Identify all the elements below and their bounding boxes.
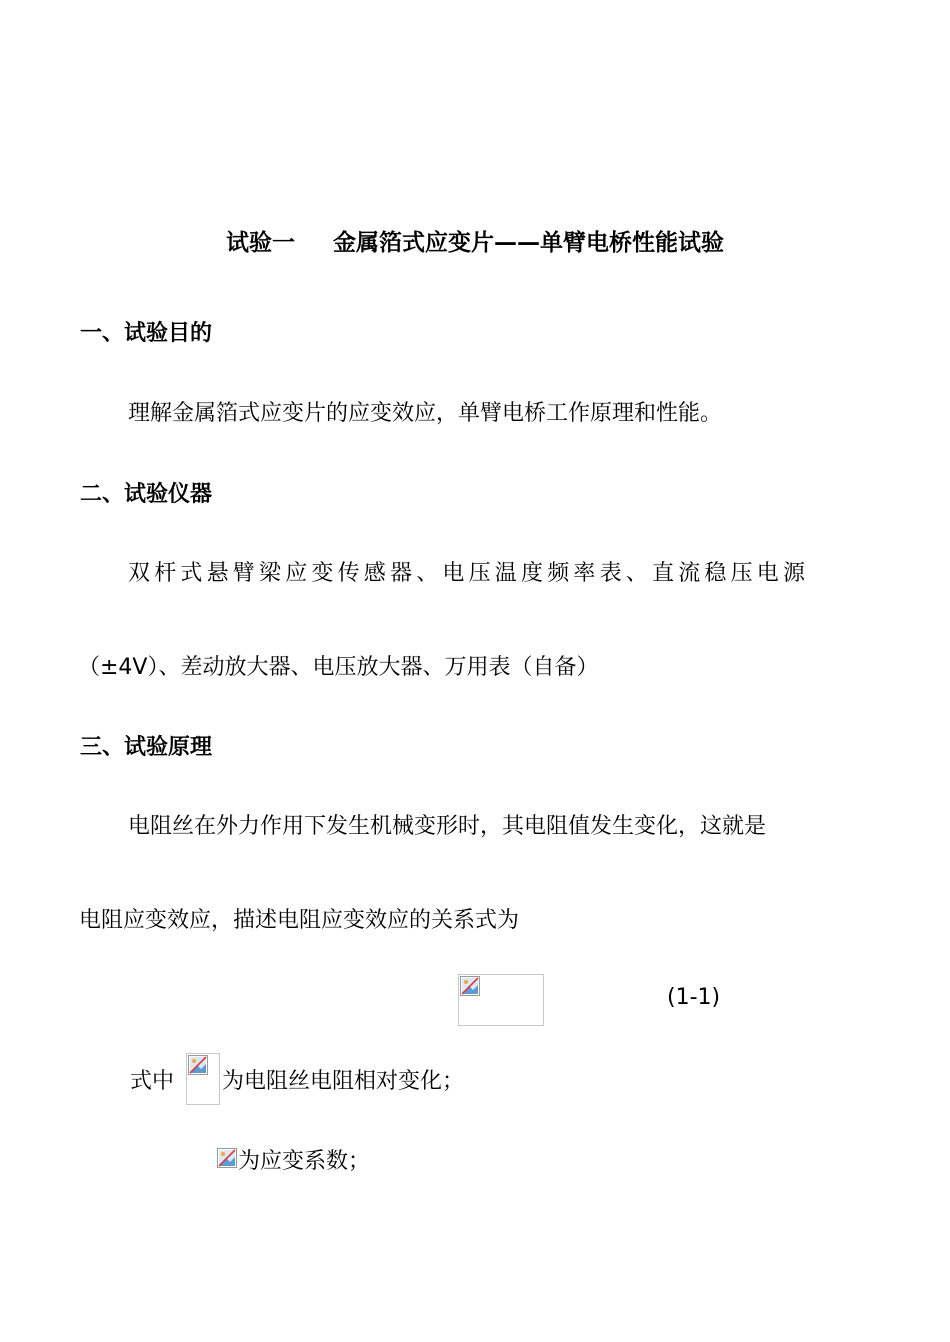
where-description-1: 为电阻丝电阻相对变化；	[222, 1069, 465, 1094]
equation-image	[458, 974, 544, 1026]
broken-image-icon	[188, 1055, 208, 1075]
title-experiment-number: 试验一	[226, 230, 295, 256]
equation-number: (1-1)	[667, 985, 721, 1010]
principle-text-line1: 电阻丝在外力作用下发生机械变形时，其电阻值发生变化，这就是	[128, 814, 767, 839]
purpose-text: 理解金属箔式应变片的应变效应，单臂电桥工作原理和性能。	[128, 401, 723, 426]
instruments-text-line1: 双杆式悬臂梁应变传感器、电压温度频率表、直流稳压电源	[128, 561, 810, 586]
instruments-text-line2: （±4V）、差动放大器、电压放大器、万用表（自备）	[78, 655, 599, 680]
section-heading-purpose: 一、试验目的	[80, 321, 213, 346]
where-prefix: 式中	[130, 1069, 175, 1094]
relative-resistance-change-symbol	[186, 1053, 220, 1105]
section-heading-principle: 三、试验原理	[80, 735, 213, 760]
gauge-factor-symbol	[217, 1148, 239, 1170]
section-heading-instruments: 二、试验仪器	[80, 482, 213, 507]
broken-image-icon	[217, 1148, 237, 1168]
broken-image-icon	[460, 976, 480, 996]
page-title	[0, 232, 950, 255]
where-description-2: 为应变系数；	[238, 1149, 371, 1174]
principle-text-line2: 电阻应变效应，描述电阻应变效应的关系式为	[79, 908, 520, 933]
title-experiment-name: 金属箔式应变片——单臂电桥性能试验	[333, 230, 724, 256]
